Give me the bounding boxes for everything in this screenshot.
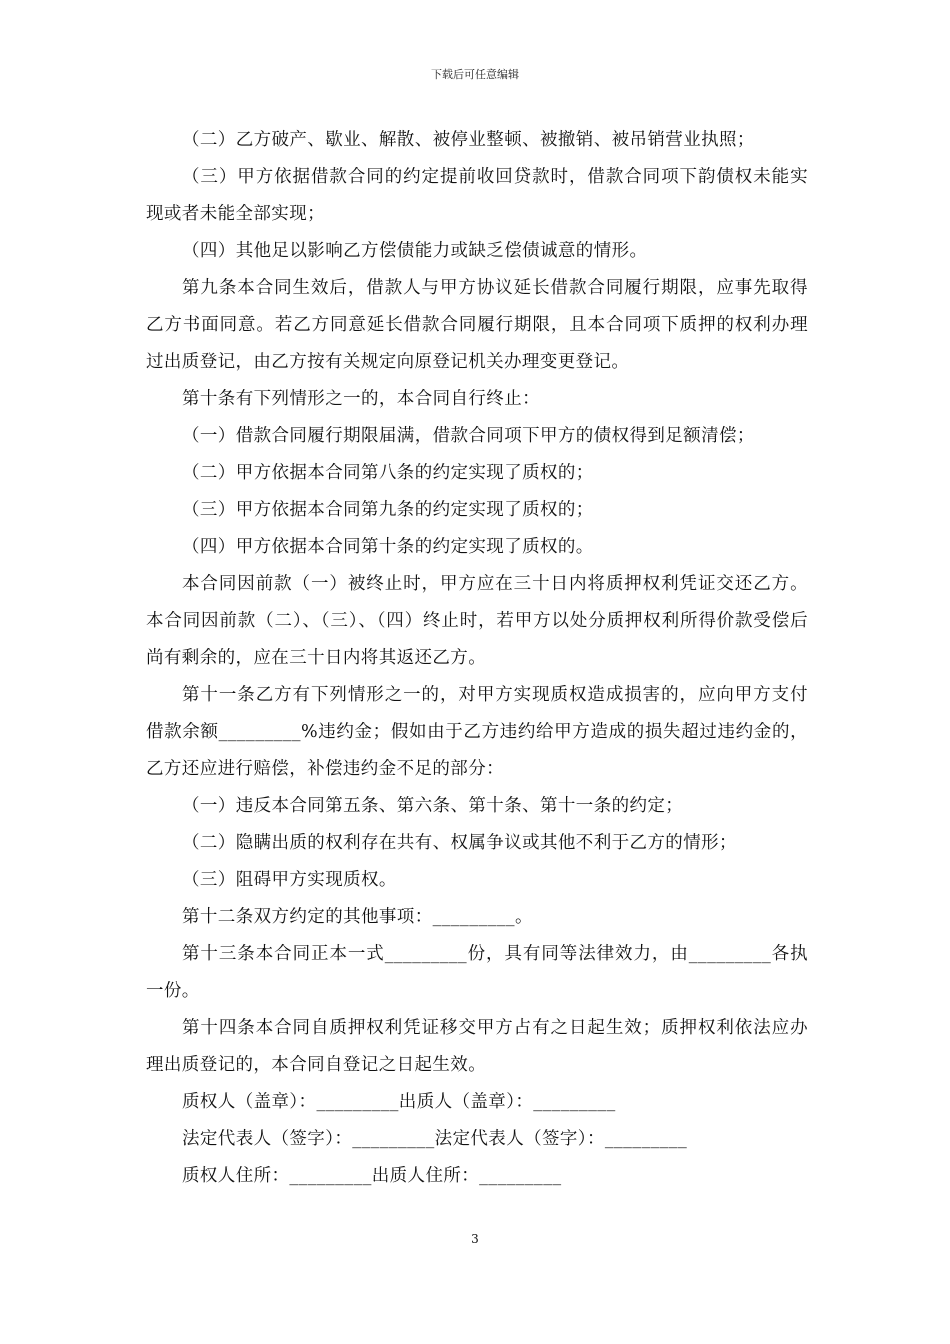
- paragraph-bankruptcy: （二）乙方破产、歇业、解散、被停业整顿、被撤销、被吊销营业执照；: [182, 130, 755, 150]
- paragraph-early-recovery: （三）甲方依据借款合同的约定提前收回贷款时，借款合同项下韵债权未能实现或者未能全部实现；: [146, 167, 808, 224]
- paragraph-breach-2: （二）隐瞒出质的权利存在共有、权属争议或其他不利于乙方的情形；: [182, 833, 737, 853]
- paragraph-breach-1: （一）违反本合同第五条、第六条、第十条、第十一条的约定；: [182, 796, 684, 816]
- paragraph-other-circumstances: （四）其他足以影响乙方偿债能力或缺乏偿债诚意的情形。: [182, 241, 648, 261]
- paragraph-article-9: 第九条本合同生效后，借款人与甲方协议延长借款合同履行期限，应事先取得乙方书面同意。若乙方同意延长借款合同履行期限，且本合同项下质押的权利办理过出质登记，由乙方按有关规定向原登记机关办理变更登记。: [146, 278, 808, 372]
- paragraph-termination-3: （三）甲方依据本合同第九条的约定实现了质权的；: [182, 500, 594, 520]
- paragraph-termination-1: （一）借款合同履行期限届满，借款合同项下甲方的债权得到足额清偿；: [182, 426, 755, 446]
- paragraph-termination-4: （四）甲方依据本合同第十条的约定实现了质权的。: [182, 537, 594, 557]
- paragraph-article-11: 第十一条乙方有下列情形之一的，对甲方实现质权造成损害的，应向甲方支付借款余额_________%违约金；假如由于乙方违约给甲方造成的损失超过违约金的，乙方还应进行赔偿，补偿违约金不足的部分：: [146, 685, 808, 779]
- paragraph-return-certificates: 本合同因前款（一）被终止时，甲方应在三十日内将质押权利凭证交还乙方。本合同因前款（二）、（三）、（四）终止时，若甲方以处分质押权利所得价款受偿后尚有剩余的，应在三十日内将其返还乙方。: [146, 574, 808, 668]
- signature-seal-line: 质权人（盖章）：_________出质人（盖章）：_________: [182, 1092, 616, 1112]
- paragraph-termination-2: （二）甲方依据本合同第八条的约定实现了质权的；: [182, 463, 594, 483]
- signature-address-line: 质权人住所：_________出质人住所：_________: [182, 1166, 562, 1186]
- paragraph-breach-3: （三）阻碍甲方实现质权。: [182, 870, 397, 890]
- paragraph-article-13: 第十三条本合同正本一式_________份，具有同等法律效力，由_________各执一份。: [146, 944, 808, 1001]
- paragraph-article-14: 第十四条本合同自质押权利凭证移交甲方占有之日起生效；质押权利依法应办理出质登记的，本合同自登记之日起生效。: [146, 1018, 808, 1075]
- signature-representative-line: 法定代表人（签字）：_________法定代表人（签字）：_________: [182, 1129, 688, 1149]
- header-note: 下载后可任意编辑: [431, 68, 519, 81]
- paragraph-article-12: 第十二条双方约定的其他事项：_________。: [182, 907, 533, 927]
- page-number: 3: [471, 1232, 479, 1246]
- document-body: [146, 122, 808, 1195]
- paragraph-article-10: 第十条有下列情形之一的，本合同自行终止：: [182, 389, 540, 409]
